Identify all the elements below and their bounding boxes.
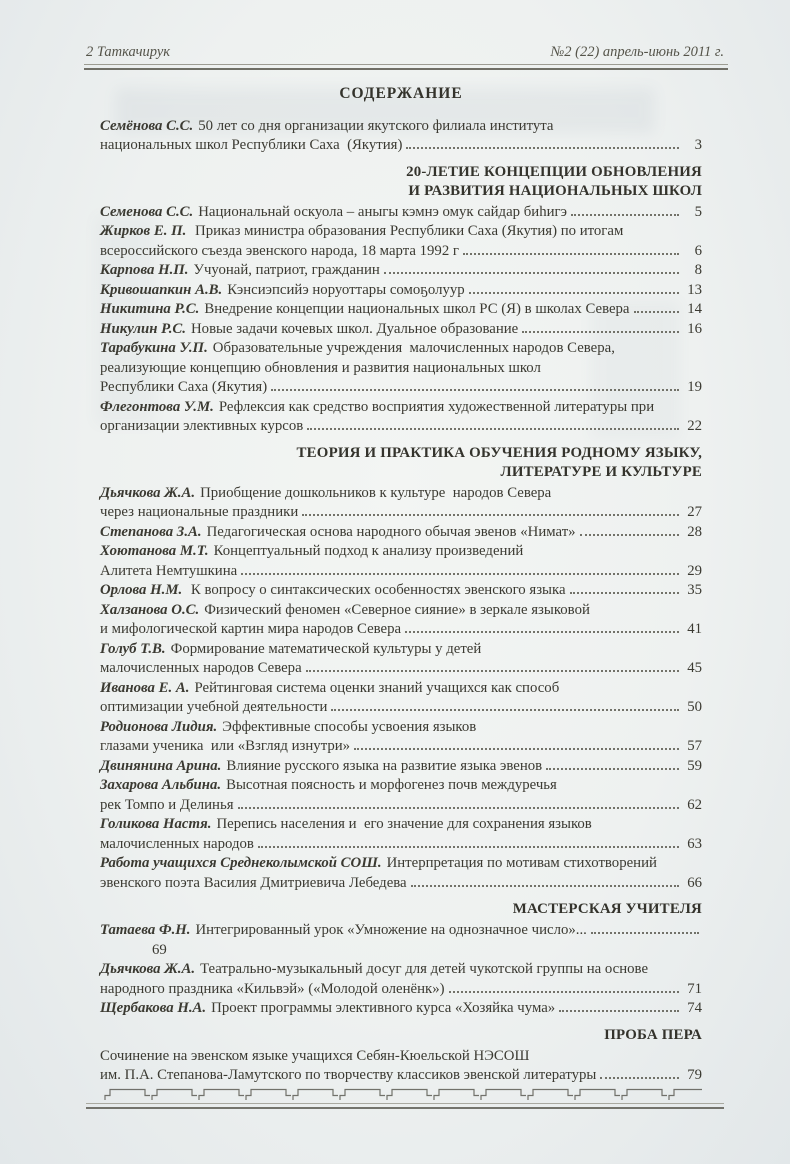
entry-text: Рейтинговая система оценки знаний учащихся как способ (194, 679, 560, 696)
page-number: 50 (687, 699, 702, 715)
entry-author: Двинянина Арина. (100, 757, 222, 774)
dot-leader (546, 768, 679, 770)
dot-leader (634, 311, 679, 313)
toc-row (100, 359, 702, 379)
page-number: 63 (687, 835, 702, 852)
entry-author: Семенова С.С. (100, 203, 194, 220)
section-heading (100, 900, 702, 919)
entry-author: Татаева Ф.Н. (100, 922, 191, 938)
page-number: 28 (687, 523, 702, 540)
entry-author: Иванова Е. А. (100, 679, 190, 696)
section-heading-line: МАСТЕРСКАЯ УЧИТЕЛЯ (512, 901, 702, 917)
toc-row (100, 980, 702, 1000)
entry-author: Флегонтова У.М. (100, 398, 214, 415)
page-number: 5 (694, 203, 702, 220)
entry-text: 69 (152, 941, 167, 958)
entry-author: Тарабукина У.П. (100, 340, 208, 356)
table-of-contents (100, 84, 702, 1086)
toc-row (100, 835, 702, 855)
entry-text: глазами ученика или «Взгляд изнутри» (100, 738, 351, 754)
toc-row (100, 679, 702, 699)
dot-leader (307, 428, 679, 430)
page-number: 71 (687, 980, 702, 997)
dot-leader (411, 885, 679, 887)
entry-text: К вопросу о синтаксических особенностях эвенского языка (187, 582, 566, 598)
page-number: 13 (687, 281, 702, 298)
toc-row (100, 542, 702, 562)
entry-text: малочисленных народов (100, 835, 254, 852)
entry-text: Приказ министра образования Республики Саха (Якутия) по итогам (191, 223, 624, 239)
entry-text: организации элективных курсов (100, 418, 304, 434)
page-number: 66 (687, 874, 702, 891)
dot-leader (384, 272, 679, 274)
entry-author: Дьячкова Ж.А. (100, 484, 196, 501)
dot-leader (600, 1077, 679, 1079)
entry-author: Щербакова Н.А. (100, 1000, 207, 1016)
dot-leader (559, 1010, 679, 1012)
entry-text: Рефлексия как средство восприятия художественной литературы при (218, 398, 655, 415)
entry-text: Сочинение на эвенском языке учащихся Себян-Кюельской НЭСОШ (100, 1047, 530, 1064)
toc-row (100, 776, 702, 796)
toc-row (100, 320, 702, 340)
toc-row (100, 1047, 702, 1067)
entry-text: Интегрированный урок «Умножение на однозначное число»... (195, 922, 587, 938)
entry-text: всероссийского съезда эвенского народа, 18 марта 1992 г (100, 242, 459, 259)
entry-text: оптимизации учебной деятельности (100, 699, 328, 715)
entry-text: Проект программы элективного курса «Хозяйка чума» (211, 1000, 556, 1016)
entry-author: Захарова Альбина. (100, 777, 222, 793)
toc-row (100, 261, 702, 281)
entry-text: Театрально-музыкальный досуг для детей чукотской группы на основе (200, 961, 649, 977)
toc-row (100, 921, 702, 941)
page-number: 59 (687, 757, 702, 774)
toc-row (100, 620, 702, 640)
toc-row (100, 523, 702, 543)
dot-leader (354, 748, 679, 750)
entry-author: Кривошапкин А.В. (100, 281, 223, 298)
dot-leader (570, 592, 679, 594)
bottom-decoration (104, 1086, 702, 1109)
dot-leader (271, 389, 679, 391)
dot-leader (571, 214, 679, 216)
page-number: 57 (687, 738, 702, 754)
page-number: 41 (687, 621, 702, 637)
header-rule (84, 64, 728, 70)
page-number: 3 (694, 137, 702, 153)
entry-text: через национальные праздники (100, 504, 299, 520)
entry-text: Педагогическая основа народного обычая эвенов «Нимат» (206, 523, 576, 540)
page-number: 74 (687, 1000, 702, 1016)
toc-row (100, 300, 702, 320)
section-heading-line: 20-ЛЕТИЕ КОНЦЕПЦИИ ОБНОВЛЕНИЯ (406, 163, 702, 180)
section-heading (100, 444, 702, 482)
dot-leader (406, 147, 679, 149)
page-number: 16 (687, 320, 702, 337)
entry-text: Образовательные учреждения малочисленных народов Севера, (212, 340, 615, 356)
entry-author: Никитина Р.С. (100, 301, 200, 317)
entry-author: Карпова Н.П. (100, 262, 189, 278)
entry-text: реализующие концепцию обновления и развития национальных школ (100, 359, 541, 376)
entry-text: Влияние русского языка на развитие языка эвенов (226, 757, 543, 774)
toc-row (100, 503, 702, 523)
section-heading-line: ТЕОРИЯ И ПРАКТИКА ОБУЧЕНИЯ РОДНОМУ ЯЗЫКУ, (296, 444, 702, 461)
dot-leader (302, 514, 679, 516)
entry-text: Новые задачи кочевых школ. Дуальное образование (190, 320, 519, 337)
toc-row (100, 796, 702, 816)
dot-leader (449, 991, 679, 993)
page-number: 62 (687, 796, 702, 813)
toc-row (100, 698, 702, 718)
dot-leader (238, 807, 679, 809)
section-heading-line: И РАЗВИТИЯ НАЦИОНАЛЬНЫХ ШКОЛ (408, 182, 702, 199)
toc-row (100, 854, 702, 874)
dot-leader (331, 709, 679, 711)
toc-row (100, 757, 702, 777)
toc-sections (100, 117, 702, 1086)
entry-author: Работа учащихся Среднеколымской СОШ. (100, 855, 382, 871)
toc-row (100, 737, 702, 757)
entry-author: Родионова Лидия. (100, 718, 218, 735)
page-number: 27 (687, 504, 702, 520)
toc-row (100, 242, 702, 262)
dot-leader (405, 631, 679, 633)
toc-row (100, 136, 702, 156)
entry-text: Алитета Немтушкина (100, 562, 238, 579)
entry-text: им. П.А. Степанова-Ламутского по творчеству классиков эвенской литературы (100, 1067, 597, 1083)
entry-author: Халзанова О.С. (100, 601, 200, 618)
entry-text: Кэнсиэпсийэ норуоттары сомоҕолуур (227, 281, 465, 298)
page-number: 14 (687, 301, 702, 317)
toc-row (100, 874, 702, 894)
entry-text: рек Томпо и Делинья (100, 796, 234, 813)
toc-row (100, 581, 702, 601)
toc-row (100, 562, 702, 582)
entry-text: Эффективные способы усвоения языков (222, 718, 477, 735)
toc-row (100, 659, 702, 679)
entry-text: Концептуальный подход к анализу произведений (213, 543, 524, 559)
page-number: 19 (687, 379, 702, 395)
entry-text: Приобщение дошкольников к культуре народов Севера (200, 484, 552, 501)
entry-text: Высотная поясность и морфогенез почв междуречья (226, 777, 557, 793)
toc-row (100, 815, 702, 835)
toc-row (100, 281, 702, 301)
entry-text: народного праздника «Кильвэй» («Молодой оленёнк») (100, 980, 445, 997)
page-number: 6 (694, 242, 702, 259)
meander-border-icon (104, 1086, 702, 1102)
dot-leader (258, 846, 679, 848)
entry-text: Физический феномен «Северное сияние» в зеркале языковой (204, 601, 590, 618)
dot-leader (591, 932, 699, 934)
entry-author: Хоютанова М.Т. (100, 543, 209, 559)
page-number: 22 (687, 418, 702, 434)
toc-row (100, 1066, 702, 1086)
toc-row (100, 339, 702, 359)
entry-author: Семёнова С.С. (100, 117, 194, 134)
entry-text: Учуонай, патриот, гражданин (193, 262, 380, 278)
page-number: 8 (694, 262, 702, 278)
entry-text: малочисленных народов Севера (100, 660, 302, 676)
entry-author: Степанова З.А. (100, 523, 202, 540)
bottom-rule (86, 1103, 724, 1109)
dot-leader (306, 670, 679, 672)
entry-author: Никулин Р.С. (100, 320, 186, 337)
toc-row (100, 960, 702, 980)
toc-row (100, 378, 702, 398)
dot-leader (463, 253, 679, 255)
page-number: 29 (687, 562, 702, 579)
section-heading-line: ЛИТЕРАТУРЕ И КУЛЬТУРЕ (500, 463, 702, 480)
toc-row (100, 484, 702, 504)
toc-row (100, 941, 702, 961)
entry-text: 50 лет со дня организации якутского филиала института (198, 117, 554, 134)
entry-text: Перепись населения и его значение для сохранения языков (216, 816, 592, 832)
running-head-left: 2 Таткачирук (86, 44, 171, 60)
entry-text: Внедрение концепции национальных школ РС (Я) в школах Севера (204, 301, 630, 317)
dot-leader (241, 573, 679, 575)
section-heading-line: ПРОБА ПЕРА (604, 1026, 702, 1043)
page-number: 35 (687, 582, 702, 598)
toc-row (100, 640, 702, 660)
dot-leader (522, 331, 679, 333)
toc-row (100, 203, 702, 223)
toc-row (100, 999, 702, 1019)
entry-author: Орлова Н.М. (100, 582, 183, 598)
entry-text: Национальнай оскуола – аныгы кэмнэ омук сайдар биһигэ (198, 203, 567, 220)
page-number: 79 (687, 1067, 702, 1083)
entry-author: Дьячкова Ж.А. (100, 961, 196, 977)
entry-author: Голуб Т.В. (100, 640, 166, 657)
toc-row (100, 718, 702, 738)
entry-text: эвенского поэта Василия Дмитриевича Лебедева (100, 874, 407, 891)
entry-text: национальных школ Республики Саха (Якутия) (100, 137, 403, 153)
toc-row (100, 117, 702, 137)
page-number: 45 (687, 660, 702, 676)
dot-leader (469, 292, 679, 294)
running-head (86, 44, 724, 61)
entry-text: Республики Саха (Якутия) (100, 379, 268, 395)
entry-author: Жирков Е. П. (100, 223, 187, 239)
toc-row (100, 417, 702, 437)
page-title: СОДЕРЖАНИЕ (339, 85, 463, 102)
section-heading (100, 163, 702, 201)
section-heading (100, 1026, 702, 1045)
toc-row (100, 398, 702, 418)
entry-text: и мифологической картин мира народов Севера (100, 621, 402, 637)
toc-row (100, 222, 702, 242)
dot-leader (580, 534, 679, 536)
entry-author: Голикова Настя. (100, 816, 212, 832)
running-head-right: №2 (22) апрель-июнь 2011 г. (550, 44, 724, 60)
entry-text: Формирование математической культуры у детей (170, 640, 482, 657)
entry-text: Интерпретация по мотивам стихотворений (386, 855, 657, 871)
toc-row (100, 601, 702, 621)
